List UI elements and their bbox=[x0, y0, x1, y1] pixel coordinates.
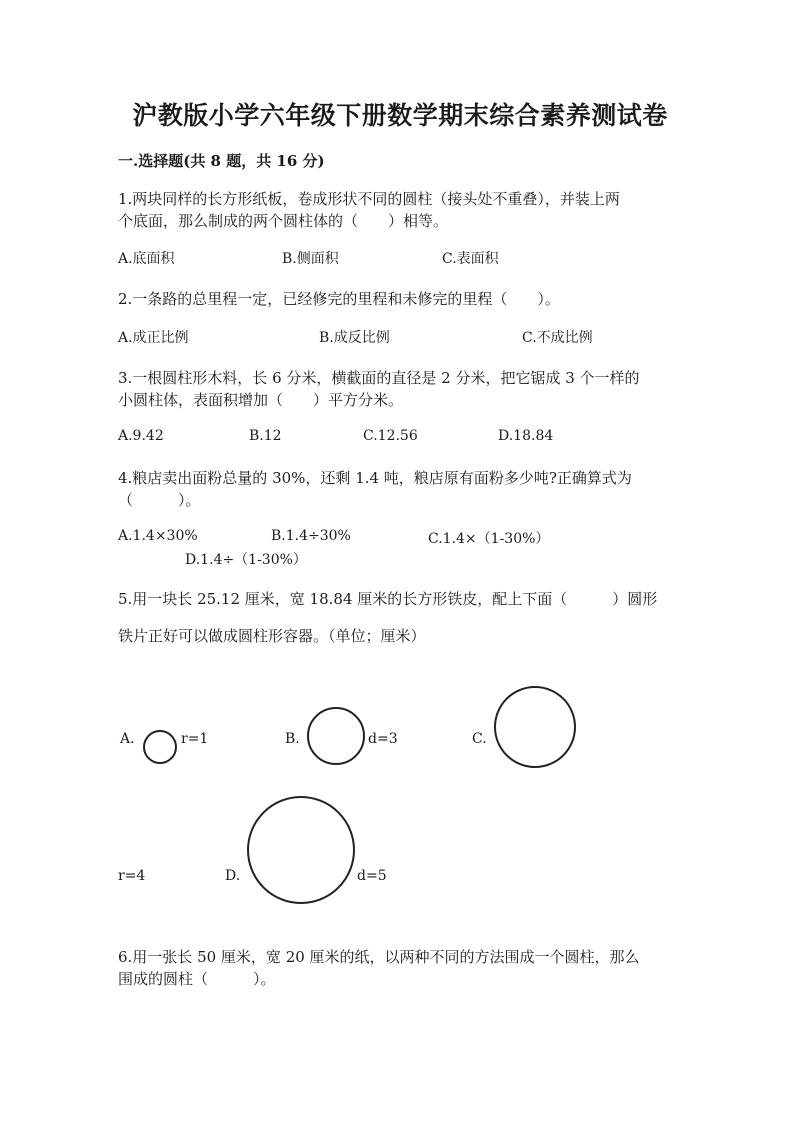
question-1-line-2: 个底面，那么制成的两个圆柱体的（ ）相等。 bbox=[118, 212, 449, 230]
question-2-option-b[interactable]: B.成反比例 bbox=[319, 330, 390, 346]
circle-b-shape[interactable] bbox=[307, 707, 365, 765]
question-4-option-c[interactable]: C.1.4×（1-30%） bbox=[428, 531, 550, 547]
question-5-option-a[interactable]: A. bbox=[120, 731, 135, 747]
question-5-line-2: 铁片正好可以做成圆柱形容器。（单位；厘米） bbox=[118, 627, 426, 645]
question-4-option-d[interactable]: D.1.4÷（1-30%） bbox=[185, 552, 307, 568]
question-1-option-c[interactable]: C.表面积 bbox=[442, 251, 499, 267]
question-5-line-1: 5.用一块长 25.12 厘米，宽 18.84 厘米的长方形铁皮，配上下面（ ）圆形 bbox=[118, 590, 658, 608]
circle-d-label: d=5 bbox=[357, 868, 387, 884]
section-heading: 一.选择题(共 8 题，共 16 分) bbox=[118, 152, 325, 170]
question-2-option-c[interactable]: C.不成比例 bbox=[522, 330, 593, 346]
question-3-line-1: 3.一根圆柱形木料，长 6 分米，横截面的直径是 2 分米，把它锯成 3 个一样的 bbox=[118, 369, 640, 387]
question-3-option-c[interactable]: C.12.56 bbox=[363, 428, 418, 444]
question-5-option-c[interactable]: C. bbox=[472, 731, 487, 747]
page-title: 沪教版小学六年级下册数学期末综合素养测试卷 bbox=[132, 101, 668, 130]
circle-c-label: r=4 bbox=[118, 868, 146, 884]
question-3-line-2: 小圆柱体，表面积增加（ ）平方分米。 bbox=[118, 391, 404, 409]
circle-d-shape[interactable] bbox=[247, 796, 355, 904]
question-6-line-2: 围成的圆柱（ ）。 bbox=[118, 970, 276, 988]
question-3-option-b[interactable]: B.12 bbox=[249, 428, 282, 444]
circle-b-label: d=3 bbox=[368, 731, 398, 747]
circle-a-label: r=1 bbox=[181, 731, 209, 747]
question-1-option-a[interactable]: A.底面积 bbox=[118, 251, 175, 267]
question-1-option-b[interactable]: B.侧面积 bbox=[282, 251, 339, 267]
circle-a-shape[interactable] bbox=[143, 730, 177, 764]
question-2-option-a[interactable]: A.成正比例 bbox=[118, 330, 189, 346]
circle-c-shape[interactable] bbox=[494, 686, 576, 768]
question-4-option-b[interactable]: B.1.4÷30% bbox=[271, 528, 351, 544]
question-3-option-d[interactable]: D.18.84 bbox=[498, 428, 554, 444]
question-4-option-a[interactable]: A.1.4×30% bbox=[118, 528, 198, 544]
question-3-option-a[interactable]: A.9.42 bbox=[118, 428, 164, 444]
question-4-line-2: （ ）。 bbox=[118, 491, 201, 509]
question-6-line-1: 6.用一张长 50 厘米，宽 20 厘米的纸，以两种不同的方法围成一个圆柱，那么 bbox=[118, 948, 640, 966]
question-5-option-b[interactable]: B. bbox=[285, 731, 300, 747]
question-1-line-1: 1.两块同样的长方形纸板，卷成形状不同的圆柱（接头处不重叠），并装上两 bbox=[118, 190, 620, 208]
question-5-option-d[interactable]: D. bbox=[225, 868, 241, 884]
question-4-line-1: 4.粮店卖出面粉总量的 30%，还剩 1.4 吨，粮店原有面粉多少吨?正确算式为 bbox=[118, 469, 632, 487]
question-2-line-1: 2.一条路的总里程一定，已经修完的里程和未修完的里程（ ）。 bbox=[118, 290, 560, 308]
